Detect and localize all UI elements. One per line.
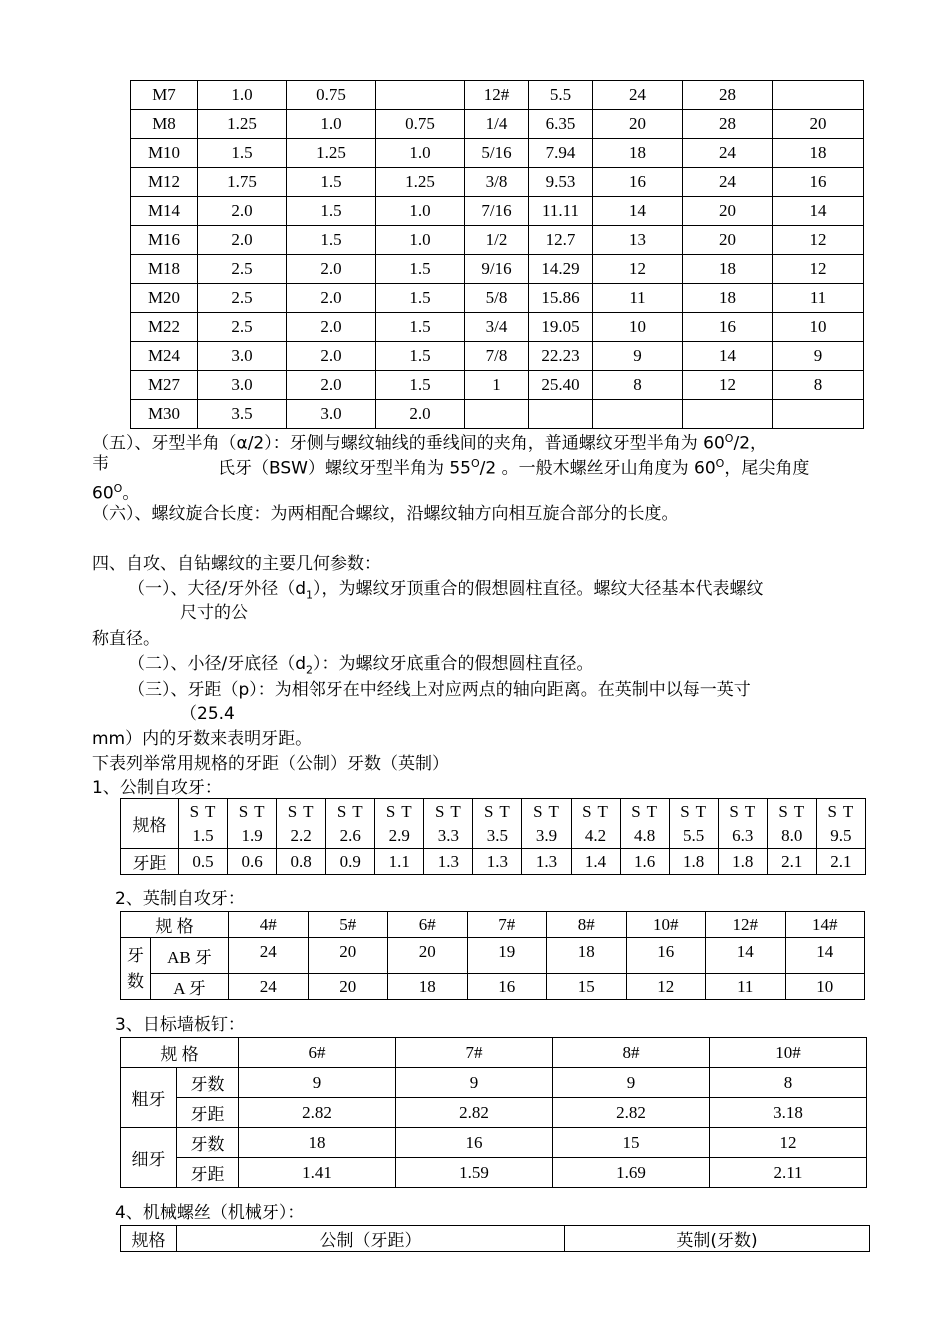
table-cell: 9 xyxy=(773,342,864,371)
st-pitch-cell: 0.6 xyxy=(228,849,277,875)
inch-a-cell: 24 xyxy=(229,974,309,1000)
table-cell: 1.5 xyxy=(376,255,465,284)
table-cell: 22.23 xyxy=(529,342,593,371)
inch-size-cell: 8# xyxy=(547,912,627,938)
st-size-cell xyxy=(816,799,865,849)
table-cell: M7 xyxy=(131,81,198,110)
inch-a-cell: 12 xyxy=(626,974,706,1000)
st-size-value: 1.5 xyxy=(192,825,214,845)
table-cell: 14 xyxy=(683,342,773,371)
paragraph-tail-angle: $60^O$。 xyxy=(92,482,140,504)
table-cell: 5.5 xyxy=(529,81,593,110)
paragraph-minor-diameter: （二）、小径/牙底径$(d_2)$：为螺纹牙底重合的假想圆柱直径。 xyxy=(128,654,594,677)
st-size-cell xyxy=(228,799,277,849)
paragraph-bsw-angle-cont: 氏牙（BSW）螺纹牙型半角为 $55^O/2$ 。一般木螺丝牙山角度为 $60^O$，尾尖角度 xyxy=(218,457,810,479)
wallboard-table xyxy=(120,1037,867,1188)
st-size-value: 6.3 xyxy=(732,825,754,845)
wall-fine-label: 细牙 xyxy=(121,1128,177,1188)
table-cell xyxy=(593,400,683,429)
wall-fine-count-cell: 16 xyxy=(396,1128,553,1158)
table-cell: 9.53 xyxy=(529,168,593,197)
inch-ab-cell: 14 xyxy=(706,938,786,974)
wall-fine-pitch-cell: 1.69 xyxy=(553,1158,710,1188)
st-size-prefix: S T xyxy=(729,801,757,821)
paragraph-major-diameter-cont: 尺寸的公 xyxy=(180,603,248,623)
st-size-prefix: S T xyxy=(631,801,658,821)
table-cell: 11.11 xyxy=(529,197,593,226)
table-cell: 20 xyxy=(683,226,773,255)
table-cell: 9 xyxy=(593,342,683,371)
table-cell: 1.5 xyxy=(376,313,465,342)
table-cell: 12 xyxy=(773,255,864,284)
inch-a-cell: 20 xyxy=(308,974,388,1000)
table-cell: 20 xyxy=(773,110,864,139)
table-cell: 7/16 xyxy=(465,197,529,226)
paragraph-engagement-length: （六）、螺纹旋合长度：为两相配合螺纹，沿螺纹轴方向相互旋合部分的长度。 xyxy=(92,504,679,524)
st-pitch-cell: 1.8 xyxy=(718,849,767,875)
st-size-value: 8.0 xyxy=(781,825,803,845)
st-size-cell xyxy=(424,799,473,849)
inch-size-cell: 4# xyxy=(229,912,309,938)
wall-coarse-pitch-cell: 2.82 xyxy=(553,1098,710,1128)
table-row xyxy=(131,371,864,400)
inch-ab-cell: 14 xyxy=(785,938,865,974)
table-cell: 1.0 xyxy=(287,110,376,139)
table-cell: 19.05 xyxy=(529,313,593,342)
table-cell: M30 xyxy=(131,400,198,429)
st-size-cell xyxy=(522,799,571,849)
table-row xyxy=(131,110,864,139)
wall-coarse-label: 粗牙 xyxy=(121,1068,177,1128)
paragraph-pitch: （三）、牙距（p）：为相邻牙在中经线上对应两点的轴向距离。在英制中以每一英寸 xyxy=(128,680,751,700)
table-cell: 1 xyxy=(465,371,529,400)
wall-coarse-pitch-cell: 2.82 xyxy=(239,1098,396,1128)
wall-fine-pitch-label: 牙距 xyxy=(177,1158,239,1188)
st-pitch-cell: 1.8 xyxy=(669,849,718,875)
table-cell: 24 xyxy=(683,139,773,168)
inch-ab-cell: 18 xyxy=(547,938,627,974)
table-cell: 2.0 xyxy=(287,342,376,371)
table-cell: 12# xyxy=(465,81,529,110)
st-pitch-cell: 1.6 xyxy=(620,849,669,875)
st-size-prefix: S T xyxy=(680,801,708,821)
table-cell: 16 xyxy=(773,168,864,197)
st-size-prefix: S T xyxy=(778,801,806,821)
table-cell: 3/4 xyxy=(465,313,529,342)
table-cell: 1/2 xyxy=(465,226,529,255)
table-cell: 1.5 xyxy=(287,197,376,226)
wall-coarse-pitch-cell: 2.82 xyxy=(396,1098,553,1128)
metric-self-tapping-table xyxy=(120,798,866,875)
st-size-cell xyxy=(179,799,228,849)
st-size-cell xyxy=(620,799,669,849)
wall-size-cell: 8# xyxy=(553,1038,710,1068)
table-cell: 12 xyxy=(683,371,773,400)
inch-ab-cell: 20 xyxy=(308,938,388,974)
st-size-cell xyxy=(718,799,767,849)
heading-wallboard-screws: 3、日标墙板钉： xyxy=(115,1015,245,1035)
wall-fine-pitch-cell: 2.11 xyxy=(710,1158,867,1188)
table-cell: 0.75 xyxy=(376,110,465,139)
table-cell: M8 xyxy=(131,110,198,139)
table-row xyxy=(131,255,864,284)
st-size-prefix: S T xyxy=(827,801,855,821)
table-row xyxy=(131,284,864,313)
table-cell: 3.5 xyxy=(198,400,287,429)
table-cell: 5/8 xyxy=(465,284,529,313)
table-cell: 18 xyxy=(593,139,683,168)
st-size-value: 4.2 xyxy=(584,825,607,845)
table-cell: 11 xyxy=(773,284,864,313)
table-cell: 1.25 xyxy=(376,168,465,197)
table-cell xyxy=(465,400,529,429)
table-cell: M10 xyxy=(131,139,198,168)
table-cell: 2.0 xyxy=(376,400,465,429)
st-size-prefix: S T xyxy=(582,801,609,821)
wall-coarse-pitch-label: 牙距 xyxy=(177,1098,239,1128)
inch-a-cell: 15 xyxy=(547,974,627,1000)
table-cell: 7.94 xyxy=(529,139,593,168)
table-cell: 24 xyxy=(683,168,773,197)
st-size-prefix: S T xyxy=(336,801,364,821)
st-size-value: 4.8 xyxy=(633,825,656,845)
st-pitch-cell: 2.1 xyxy=(816,849,865,875)
table-cell: 3.0 xyxy=(287,400,376,429)
inch-side-label: 牙 数 xyxy=(121,938,151,1000)
thread-table xyxy=(130,80,864,429)
table-cell: 3/8 xyxy=(465,168,529,197)
table-cell: 20 xyxy=(683,197,773,226)
table-cell: 3.0 xyxy=(198,342,287,371)
st-pitch-cell: 1.3 xyxy=(522,849,571,875)
inch-a-cell: 10 xyxy=(785,974,865,1000)
table-cell: 10 xyxy=(593,313,683,342)
st-size-prefix: S T xyxy=(287,801,315,821)
st-size-value: 3.9 xyxy=(535,825,558,845)
inch-size-cell: 7# xyxy=(467,912,547,938)
table-cell: 24 xyxy=(593,81,683,110)
table-cell: M27 xyxy=(131,371,198,400)
st-pitch-cell: 0.9 xyxy=(326,849,375,875)
st-size-cell xyxy=(669,799,718,849)
inch-ab-cell: 16 xyxy=(626,938,706,974)
st-size-value: 1.9 xyxy=(241,825,263,845)
paragraph-bsw-angle: 韦 xyxy=(92,454,109,474)
inch-size-cell: 10# xyxy=(626,912,706,938)
table-cell: 15.86 xyxy=(529,284,593,313)
wall-fine-pitch-cell: 1.41 xyxy=(239,1158,396,1188)
st-size-value: 2.2 xyxy=(290,825,312,845)
table-row xyxy=(131,197,864,226)
table-cell: 1.5 xyxy=(376,342,465,371)
inch-a-cell: 18 xyxy=(388,974,468,1000)
inch-header-spec: 规 格 xyxy=(121,912,229,938)
table-cell xyxy=(529,400,593,429)
st-pitch-cell: 1.1 xyxy=(375,849,424,875)
table-cell: 28 xyxy=(683,81,773,110)
wall-coarse-count-cell: 9 xyxy=(396,1068,553,1098)
table-cell: 7/8 xyxy=(465,342,529,371)
st-pitch-cell: 0.5 xyxy=(179,849,228,875)
table-cell: 5/16 xyxy=(465,139,529,168)
wall-coarse-count-label: 牙数 xyxy=(177,1068,239,1098)
inch-size-cell: 5# xyxy=(308,912,388,938)
st-pitch-cell: 2.1 xyxy=(767,849,816,875)
st-size-value: 2.6 xyxy=(339,825,361,845)
st-header-spec: 规格 xyxy=(121,799,179,849)
st-size-cell xyxy=(571,799,620,849)
inch-label-a: A 牙 xyxy=(151,974,229,1000)
st-size-prefix: S T xyxy=(385,801,413,821)
table-row xyxy=(131,226,864,255)
wall-fine-count-cell: 15 xyxy=(553,1128,710,1158)
wall-size-cell: 7# xyxy=(396,1038,553,1068)
paragraph-pitch-cont: （25.4 xyxy=(180,704,235,724)
table-cell: 18 xyxy=(773,139,864,168)
table-cell: M20 xyxy=(131,284,198,313)
table-cell: 2.5 xyxy=(198,284,287,313)
machine-header-metric: 公制（牙距） xyxy=(177,1226,565,1252)
wall-coarse-count-cell: 9 xyxy=(553,1068,710,1098)
wall-coarse-count-cell: 8 xyxy=(710,1068,867,1098)
table-cell: 2.5 xyxy=(198,255,287,284)
inch-ab-cell: 24 xyxy=(229,938,309,974)
st-size-cell xyxy=(767,799,816,849)
table-cell: 1.75 xyxy=(198,168,287,197)
table-cell: M14 xyxy=(131,197,198,226)
table-cell: 18 xyxy=(683,255,773,284)
paragraph-nominal: 称直径。 xyxy=(92,629,160,649)
table-row xyxy=(131,139,864,168)
st-size-prefix: S T xyxy=(434,801,462,821)
table-cell: M22 xyxy=(131,313,198,342)
st-size-cell xyxy=(326,799,375,849)
table-cell: 25.40 xyxy=(529,371,593,400)
st-size-value: 3.5 xyxy=(486,825,509,845)
table-cell: 2.5 xyxy=(198,313,287,342)
table-cell: 3.0 xyxy=(198,371,287,400)
table-cell: M16 xyxy=(131,226,198,255)
table-cell: 20 xyxy=(593,110,683,139)
st-size-prefix: S T xyxy=(238,801,266,821)
wall-size-cell: 10# xyxy=(710,1038,867,1068)
table-cell: 12 xyxy=(593,255,683,284)
table-cell: 11 xyxy=(593,284,683,313)
st-size-value: 5.5 xyxy=(683,825,705,845)
table-cell: 14.29 xyxy=(529,255,593,284)
table-cell: 2.0 xyxy=(287,255,376,284)
st-pitch-cell: 0.8 xyxy=(277,849,326,875)
inch-a-cell: 11 xyxy=(706,974,786,1000)
table-cell xyxy=(773,400,864,429)
wall-coarse-pitch-cell: 3.18 xyxy=(710,1098,867,1128)
table-cell: 6.35 xyxy=(529,110,593,139)
wall-size-cell: 6# xyxy=(239,1038,396,1068)
table-cell: 2.0 xyxy=(287,313,376,342)
inch-size-cell: 6# xyxy=(388,912,468,938)
table-cell: 8 xyxy=(593,371,683,400)
table-cell: 2.0 xyxy=(198,226,287,255)
heading-machine-screws: 4、机械螺丝（机械牙）： xyxy=(115,1203,305,1223)
st-size-prefix: S T xyxy=(484,801,511,821)
machine-screw-table xyxy=(120,1225,870,1252)
table-cell: 1.0 xyxy=(376,139,465,168)
table-cell: 12.7 xyxy=(529,226,593,255)
wall-fine-count-label: 牙数 xyxy=(177,1128,239,1158)
table-cell xyxy=(683,400,773,429)
table-cell: 1.5 xyxy=(287,226,376,255)
inch-size-cell: 14# xyxy=(785,912,865,938)
table-cell: M24 xyxy=(131,342,198,371)
table-cell: 8 xyxy=(773,371,864,400)
wall-header-spec: 规 格 xyxy=(121,1038,239,1068)
table-cell xyxy=(376,81,465,110)
machine-header-spec: 规格 xyxy=(121,1226,177,1252)
inch-self-tapping-table xyxy=(120,911,865,1000)
table-cell: 16 xyxy=(683,313,773,342)
machine-header-inch: 英制(牙数) xyxy=(565,1226,870,1252)
table-cell: 18 xyxy=(683,284,773,313)
st-pitch-cell: 1.3 xyxy=(473,849,522,875)
table-cell: 1.0 xyxy=(198,81,287,110)
wall-coarse-count-cell: 9 xyxy=(239,1068,396,1098)
table-cell: 1.5 xyxy=(376,371,465,400)
table-cell: M18 xyxy=(131,255,198,284)
table-row xyxy=(131,168,864,197)
table-cell: 13 xyxy=(593,226,683,255)
table-cell: 14 xyxy=(593,197,683,226)
st-size-cell xyxy=(473,799,522,849)
table-cell: 2.0 xyxy=(198,197,287,226)
inch-ab-cell: 19 xyxy=(467,938,547,974)
heading-inch-self-tapping: 2、英制自攻牙： xyxy=(115,889,245,909)
section-heading-self-tapping: 四、自攻、自钻螺纹的主要几何参数： xyxy=(92,554,381,574)
st-size-value: 3.3 xyxy=(437,825,459,845)
st-pitch-cell: 1.4 xyxy=(571,849,620,875)
table-cell: 1/4 xyxy=(465,110,529,139)
wall-fine-pitch-cell: 1.59 xyxy=(396,1158,553,1188)
table-cell: M12 xyxy=(131,168,198,197)
st-size-prefix: S T xyxy=(189,801,217,821)
table-row xyxy=(131,313,864,342)
table-cell: 14 xyxy=(773,197,864,226)
table-cell: 1.25 xyxy=(287,139,376,168)
heading-metric-self-tapping: 1、公制自攻牙： xyxy=(92,778,222,798)
table-cell: 12 xyxy=(773,226,864,255)
st-size-value: 9.5 xyxy=(830,825,852,845)
table-cell: 0.75 xyxy=(287,81,376,110)
inch-size-cell: 12# xyxy=(706,912,786,938)
table-cell: 9/16 xyxy=(465,255,529,284)
st-size-cell xyxy=(277,799,326,849)
inch-label-ab: AB 牙 xyxy=(151,938,229,974)
st-size-prefix: S T xyxy=(533,801,560,821)
table-cell: 1.5 xyxy=(198,139,287,168)
table-row xyxy=(131,81,864,110)
table-cell: 2.0 xyxy=(287,371,376,400)
table-cell: 10 xyxy=(773,313,864,342)
table-cell: 2.0 xyxy=(287,284,376,313)
table-cell: 1.0 xyxy=(376,226,465,255)
paragraph-thread-angle: （五）、牙型半角（α/2）：牙侧与螺纹轴线的垂线间的夹角，普通螺纹牙型半角为 $60^O/2$， xyxy=(92,432,768,454)
paragraph-major-diameter: （一）、大径/牙外径$(d_1)$，为螺纹牙顶重合的假想圆柱直径。螺纹大径基本代表螺纹 xyxy=(128,579,764,602)
table-cell: 1.25 xyxy=(198,110,287,139)
table-cell: 28 xyxy=(683,110,773,139)
st-size-value: 2.9 xyxy=(388,825,410,845)
st-header-pitch: 牙距 xyxy=(121,849,179,875)
wall-fine-count-cell: 18 xyxy=(239,1128,396,1158)
inch-ab-cell: 20 xyxy=(388,938,468,974)
table-cell: 1.0 xyxy=(376,197,465,226)
table-row xyxy=(131,342,864,371)
table-cell: 1.5 xyxy=(376,284,465,313)
st-size-cell xyxy=(375,799,424,849)
paragraph-pitch-unit: mm）内的牙数来表明牙距。 xyxy=(92,729,313,749)
inch-a-cell: 16 xyxy=(467,974,547,1000)
table-row xyxy=(131,400,864,429)
wall-fine-count-cell: 12 xyxy=(710,1128,867,1158)
table-cell: 16 xyxy=(593,168,683,197)
paragraph-table-intro: 下表列举常用规格的牙距（公制）牙数（英制） xyxy=(92,754,449,774)
table-cell xyxy=(773,81,864,110)
table-cell: 1.5 xyxy=(287,168,376,197)
st-pitch-cell: 1.3 xyxy=(424,849,473,875)
